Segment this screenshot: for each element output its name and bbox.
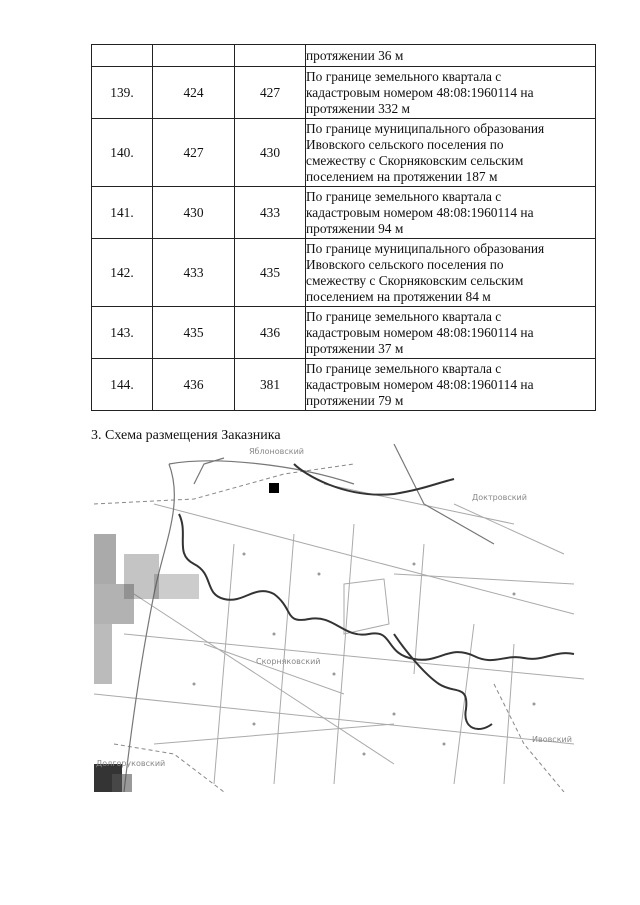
description-line: кадастровым номером 48:08:1960114 на: [306, 204, 534, 220]
row-number-cell: 139.: [92, 67, 153, 119]
map-label-north-east: Доктровский: [472, 493, 527, 502]
description-line: По границе земельного квартала с: [306, 308, 502, 324]
row-number-cell: 141.: [92, 187, 153, 239]
from-point-cell: 424: [153, 67, 235, 119]
to-point-cell: 435: [235, 239, 306, 307]
from-point-cell: 433: [153, 239, 235, 307]
to-point-cell: 381: [235, 359, 306, 411]
description-line: протяжении 79 м: [306, 392, 404, 408]
description-line: кадастровым номером 48:08:1960114 на: [306, 84, 534, 100]
reserve-location-map: [94, 444, 586, 792]
table-row: [92, 67, 596, 119]
description-line: поселением на протяжении 187 м: [306, 168, 498, 184]
from-point-cell: 435: [153, 307, 235, 359]
description-cell: [306, 307, 596, 359]
to-point-cell: 430: [235, 119, 306, 187]
reserve-marker: [269, 483, 279, 493]
section-title: 3. Схема размещения Заказника: [91, 428, 281, 443]
description-line: Ивовского сельского поселения по: [306, 256, 504, 272]
description-line: поселением на протяжении 84 м: [306, 288, 491, 304]
from-point-cell: 436: [153, 359, 235, 411]
table-row: [92, 187, 596, 239]
description-line: кадастровым номером 48:08:1960114 на: [306, 376, 534, 392]
to-point-cell: 436: [235, 307, 306, 359]
map-label-center: Скорняковский: [256, 657, 321, 666]
boundary-table: [91, 44, 596, 411]
description-line: протяжении 332 м: [306, 100, 410, 116]
map-drawing: [94, 444, 586, 792]
row-number-cell: [92, 45, 153, 67]
description-line: смежеству с Скорняковским сельским: [306, 152, 524, 168]
description-line: По границе муниципального образования: [306, 120, 545, 136]
description-line: По границе земельного квартала с: [306, 188, 502, 204]
description-line: По границе земельного квартала с: [306, 360, 502, 376]
description-cell: [306, 45, 596, 67]
description-line: По границе земельного квартала с: [306, 68, 502, 84]
description-cell: [306, 67, 596, 119]
table-row: [92, 359, 596, 411]
row-number-cell: 144.: [92, 359, 153, 411]
map-label-south-west: Долгоруковский: [96, 759, 166, 768]
description-cell: [306, 239, 596, 307]
from-point-cell: [153, 45, 235, 67]
row-number-cell: 140.: [92, 119, 153, 187]
description-line: кадастровым номером 48:08:1960114 на: [306, 324, 534, 340]
description-cell: [306, 119, 596, 187]
description-cell: [306, 359, 596, 411]
from-point-cell: 430: [153, 187, 235, 239]
to-point-cell: 427: [235, 67, 306, 119]
row-number-cell: 143.: [92, 307, 153, 359]
description-line: протяжении 94 м: [306, 220, 404, 236]
description-line: По границе муниципального образования: [306, 240, 545, 256]
table-row: [92, 45, 596, 67]
to-point-cell: 433: [235, 187, 306, 239]
row-number-cell: 142.: [92, 239, 153, 307]
description-line: протяжении 36 м: [306, 47, 404, 63]
description-line: смежеству с Скорняковским сельским: [306, 272, 524, 288]
from-point-cell: 427: [153, 119, 235, 187]
map-label-east: Ивовский: [532, 735, 572, 744]
table-row: [92, 119, 596, 187]
to-point-cell: [235, 45, 306, 67]
description-line: протяжении 37 м: [306, 340, 404, 356]
description-cell: [306, 187, 596, 239]
description-line: Ивовского сельского поселения по: [306, 136, 504, 152]
table-row: [92, 307, 596, 359]
map-label-top: Яблоновский: [249, 447, 304, 456]
table-row: [92, 239, 596, 307]
